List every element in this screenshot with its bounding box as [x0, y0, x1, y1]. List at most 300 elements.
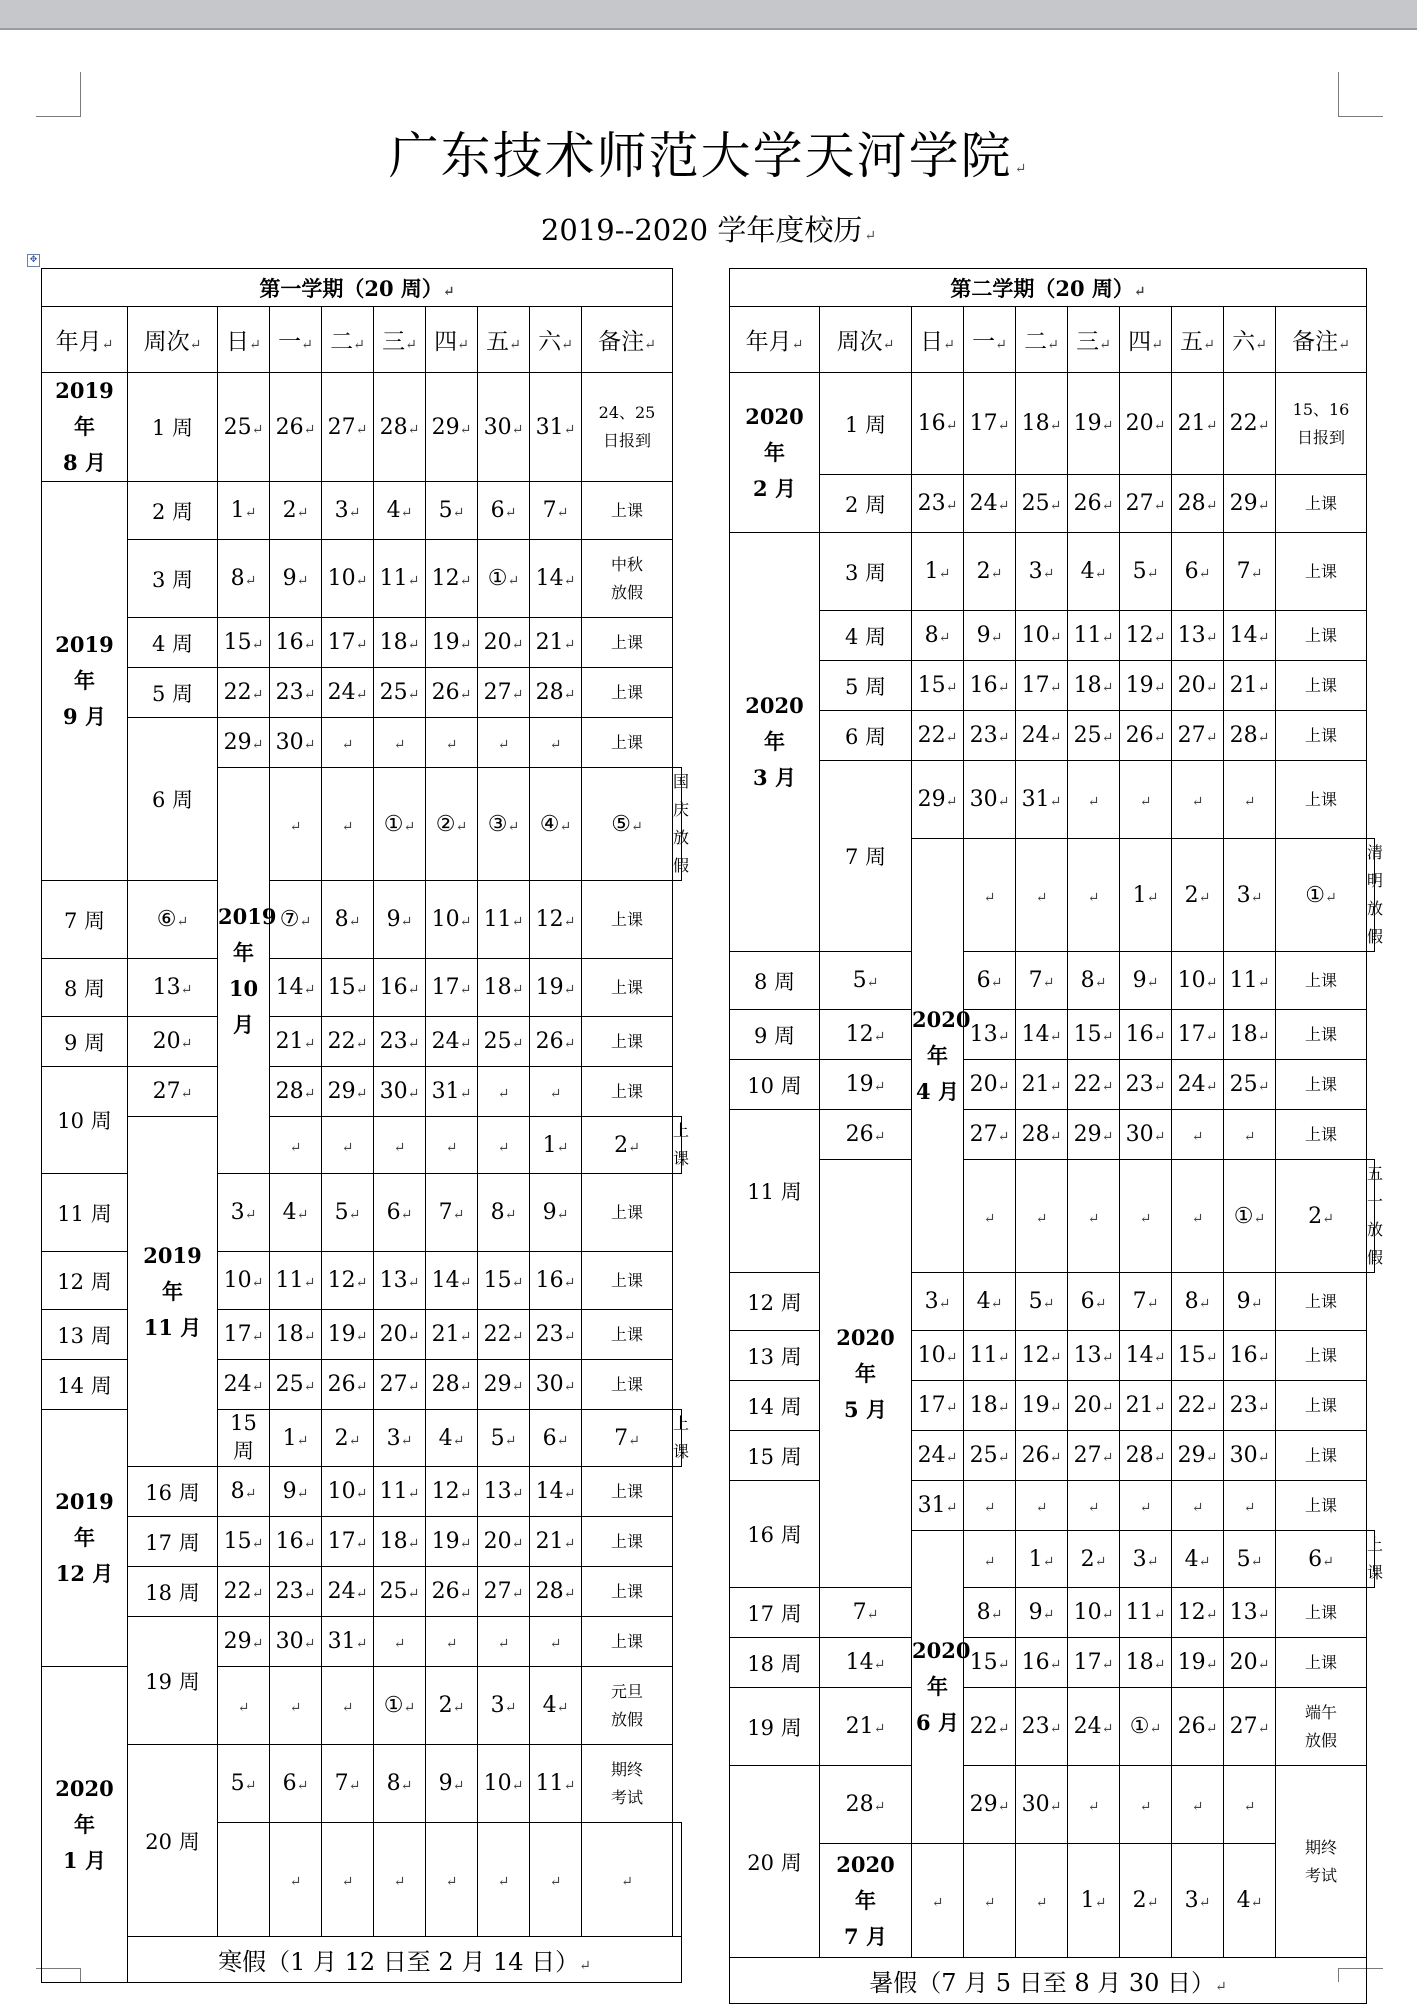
- day-cell: [1172, 1381, 1224, 1431]
- cell-mark-icon: ↵: [289, 1139, 302, 1156]
- cell-mark-icon: ↵: [1255, 337, 1267, 353]
- week-cell: [730, 1331, 820, 1381]
- day-cell: [270, 881, 322, 959]
- day-number: 5: [438, 498, 453, 523]
- day-cell: [1172, 1431, 1224, 1481]
- calendar-row: [730, 952, 1375, 1010]
- day-number: 4: [1080, 559, 1095, 584]
- cell-mark-icon: ↵: [563, 573, 576, 589]
- day-cell: [270, 482, 322, 540]
- note-cell: [582, 668, 673, 718]
- footer-row: [730, 1958, 1375, 2004]
- day-number: 5: [490, 1425, 505, 1451]
- day-cell: [218, 1360, 270, 1410]
- cell-mark-icon: ↵: [1338, 337, 1350, 353]
- paragraph-mark-icon: ↵: [864, 228, 877, 244]
- day-cell: [820, 1588, 912, 1638]
- cell-mark-icon: ↵: [563, 421, 576, 438]
- column-header-text: 五: [1180, 329, 1204, 355]
- note-cell: [582, 1067, 673, 1117]
- note-line: 上课: [1305, 1074, 1338, 1094]
- cell-mark-icon: ↵: [1139, 1799, 1152, 1815]
- day-cell: [1016, 1481, 1068, 1531]
- cell-mark-icon: ↵: [407, 1275, 420, 1291]
- day-number: 12: [1125, 623, 1154, 648]
- cell-mark-icon: ↵: [341, 1700, 354, 1716]
- day-number: 18: [379, 630, 408, 655]
- column-header: [478, 307, 530, 373]
- note-line: 上课: [1305, 493, 1338, 513]
- day-number: 4: [542, 1693, 557, 1718]
- day-number: 20: [483, 630, 512, 655]
- day-number: 19: [535, 975, 564, 1000]
- note-line: 考试: [1305, 1865, 1338, 1885]
- cell-mark-icon: ↵: [1322, 1210, 1334, 1227]
- column-header: [1068, 307, 1120, 373]
- cell-mark-icon: ↵: [1035, 1210, 1048, 1227]
- day-number: 3: [386, 1425, 401, 1451]
- day-cell: [1068, 1331, 1120, 1381]
- day-number: 6: [542, 1425, 557, 1451]
- day-cell: [478, 1117, 530, 1174]
- day-cell: [218, 718, 270, 768]
- day-cell: [964, 1531, 1016, 1588]
- day-cell: [1068, 1273, 1120, 1331]
- table-move-handle-icon[interactable]: ✥: [27, 254, 40, 267]
- cell-mark-icon: ↵: [1049, 630, 1062, 646]
- day-cell: [582, 1823, 673, 1937]
- note-line: 上课: [1305, 725, 1338, 745]
- cell-mark-icon: ↵: [459, 1486, 472, 1502]
- day-cell: [1068, 1844, 1120, 1958]
- day-number: 24: [1073, 1714, 1102, 1739]
- day-number: 4: [1184, 1546, 1199, 1572]
- cell-mark-icon: ↵: [176, 914, 189, 930]
- month-line: 2 月: [753, 475, 796, 501]
- cell-mark-icon: ↵: [289, 1874, 302, 1890]
- cell-mark-icon: ↵: [990, 1607, 1003, 1623]
- cell-mark-icon: ↵: [1205, 1079, 1218, 1095]
- week-cell: [42, 1360, 128, 1410]
- day-number: 4: [386, 498, 401, 523]
- cell-mark-icon: ↵: [1153, 1079, 1166, 1095]
- cell-mark-icon: ↵: [983, 1553, 996, 1570]
- cell-mark-icon: ↵: [459, 421, 472, 438]
- day-cell: [1016, 1844, 1068, 1958]
- day-cell: [1172, 1588, 1224, 1638]
- day-number: 29: [1073, 1122, 1102, 1147]
- cell-mark-icon: ↵: [1205, 1607, 1218, 1623]
- day-cell: [426, 373, 478, 482]
- day-cell: [1172, 1844, 1224, 1958]
- cell-mark-icon: ↵: [407, 1036, 420, 1052]
- day-cell: [374, 1174, 426, 1252]
- week-cell: [128, 1467, 218, 1517]
- day-number: 9: [542, 1200, 557, 1225]
- day-cell: [218, 1745, 270, 1823]
- column-header: [912, 307, 964, 373]
- day-cell: [322, 881, 374, 959]
- note-cell: [1276, 1331, 1367, 1381]
- day-number: 22: [1073, 1072, 1102, 1097]
- cell-mark-icon: ↵: [997, 1450, 1010, 1466]
- day-cell: [530, 1467, 582, 1517]
- cell-mark-icon: ↵: [452, 1700, 465, 1716]
- cell-mark-icon: ↵: [1133, 283, 1146, 300]
- day-cell: [322, 618, 374, 668]
- cell-mark-icon: ↵: [1325, 889, 1337, 906]
- day-number: 25: [969, 1443, 998, 1468]
- cell-mark-icon: ↵: [997, 1350, 1010, 1366]
- note-line: 日报到: [603, 431, 652, 450]
- cell-mark-icon: ↵: [445, 1636, 458, 1652]
- note-cell: [582, 881, 673, 959]
- day-number: 27: [379, 1372, 408, 1397]
- week-label: 12 周: [747, 1290, 802, 1315]
- day-cell: [478, 1467, 530, 1517]
- cell-mark-icon: ↵: [563, 1329, 576, 1345]
- cell-mark-icon: ↵: [407, 687, 420, 703]
- calendar-row: [730, 1688, 1375, 1766]
- day-cell: [582, 1410, 673, 1467]
- day-cell: [530, 1617, 582, 1667]
- day-cell: [322, 1823, 374, 1937]
- month-line: 4 月: [916, 1078, 959, 1104]
- day-number: 14: [1125, 1343, 1154, 1368]
- day-number: 4: [282, 1200, 297, 1225]
- day-cell: [322, 768, 374, 881]
- day-number: 10: [327, 566, 356, 591]
- cell-mark-icon: ↵: [1049, 1721, 1062, 1737]
- day-number: 2: [1308, 1203, 1323, 1229]
- day-number: 3: [1028, 559, 1043, 584]
- day-number: 20: [1073, 1393, 1102, 1418]
- week-label: 9 周: [63, 1030, 106, 1055]
- cell-mark-icon: ↵: [504, 1700, 517, 1716]
- note-line: 期终: [1305, 1837, 1338, 1857]
- cell-mark-icon: ↵: [1049, 794, 1062, 810]
- cell-mark-icon: ↵: [1049, 418, 1062, 434]
- week-label: 17 周: [145, 1530, 200, 1555]
- week-label: 11 周: [57, 1201, 112, 1226]
- day-cell: [478, 768, 530, 881]
- week-label: 19 周: [747, 1715, 802, 1740]
- day-cell: [322, 1517, 374, 1567]
- note-cell: [582, 1567, 673, 1617]
- day-cell: [218, 1567, 270, 1617]
- day-number: 8: [924, 623, 939, 648]
- month-cell: [128, 1117, 218, 1467]
- day-number: 27: [1229, 1714, 1258, 1739]
- day-cell: [1172, 1638, 1224, 1688]
- cell-mark-icon: ↵: [504, 1207, 517, 1223]
- day-cell: [218, 1667, 270, 1745]
- cell-mark-icon: ↵: [251, 1329, 264, 1345]
- vacation-footer-text: 暑假（7 月 5 日至 8 月 30 日）: [869, 1969, 1216, 1997]
- day-number: 17: [223, 1322, 252, 1347]
- day-number: 22: [1229, 411, 1258, 436]
- day-cell: [1172, 761, 1224, 839]
- day-number: 13: [152, 975, 181, 1000]
- day-number: 26: [1125, 723, 1154, 748]
- cell-mark-icon: ↵: [1153, 418, 1166, 434]
- day-number: 16: [275, 630, 304, 655]
- note-line: 上课: [611, 909, 644, 929]
- week-cell: [730, 1431, 820, 1481]
- day-cell: [530, 618, 582, 668]
- day-number: 8: [230, 566, 245, 591]
- day-number: 1: [230, 498, 245, 523]
- cell-mark-icon: ↵: [1191, 1500, 1204, 1516]
- cell-mark-icon: ↵: [1146, 1296, 1159, 1312]
- cell-mark-icon: ↵: [1035, 1895, 1048, 1911]
- cell-mark-icon: ↵: [1198, 889, 1211, 906]
- day-cell: [270, 718, 322, 768]
- day-cell: [530, 373, 582, 482]
- cell-mark-icon: ↵: [407, 1586, 420, 1602]
- day-number: 29: [969, 1792, 998, 1817]
- day-number: 25: [379, 1579, 408, 1604]
- cell-mark-icon: ↵: [1257, 418, 1270, 434]
- day-number: 22: [223, 1579, 252, 1604]
- day-cell: [322, 1252, 374, 1310]
- day-cell: [530, 668, 582, 718]
- day-number: 27: [1177, 723, 1206, 748]
- day-cell: [1172, 1766, 1224, 1844]
- cell-mark-icon: ↵: [563, 687, 576, 703]
- day-number: 6: [386, 1200, 401, 1225]
- day-number: 21: [431, 1322, 460, 1347]
- cell-mark-icon: ↵: [1101, 418, 1114, 434]
- cell-mark-icon: ↵: [1257, 975, 1270, 991]
- day-cell: [374, 718, 426, 768]
- column-header: [964, 307, 1016, 373]
- day-cell: [530, 1517, 582, 1567]
- week-label: 18 周: [145, 1580, 200, 1605]
- day-number: 27: [483, 680, 512, 705]
- day-number: 15: [223, 1529, 252, 1554]
- cell-mark-icon: ↵: [983, 1500, 996, 1516]
- day-cell: [964, 1160, 1016, 1273]
- cell-mark-icon: ↵: [990, 566, 1003, 582]
- day-number: 10: [327, 1479, 356, 1504]
- day-number: 11: [379, 1479, 408, 1504]
- day-number: 15: [327, 975, 356, 1000]
- day-number: 11: [379, 566, 408, 591]
- day-cell: [218, 540, 270, 618]
- day-number: 28: [431, 1372, 460, 1397]
- day-cell: [1068, 661, 1120, 711]
- day-number: 16: [917, 411, 946, 436]
- day-cell: [1016, 952, 1068, 1010]
- day-cell: [374, 1467, 426, 1517]
- day-cell: [964, 711, 1016, 761]
- cell-mark-icon: ↵: [1146, 975, 1159, 991]
- cell-mark-icon: ↵: [251, 637, 264, 653]
- day-number: 18: [379, 1529, 408, 1554]
- paragraph-mark-icon: ↵: [1014, 161, 1029, 177]
- day-cell: [530, 1410, 582, 1467]
- day-number: 22: [483, 1322, 512, 1347]
- note-cell: [673, 1117, 690, 1174]
- cell-mark-icon: ↵: [511, 1329, 524, 1345]
- day-number: 5: [1132, 559, 1147, 584]
- day-number: 19: [1021, 1393, 1050, 1418]
- day-cell: [1224, 1273, 1276, 1331]
- day-number: 5: [230, 1771, 245, 1796]
- day-cell: [820, 1638, 912, 1688]
- cell-mark-icon: ↵: [549, 737, 562, 753]
- day-number: 27: [1125, 491, 1154, 516]
- week-label: 18 周: [747, 1651, 802, 1676]
- cell-mark-icon: ↵: [1243, 1129, 1256, 1145]
- column-header-text: 周次: [836, 329, 883, 355]
- week-label: 1 周: [151, 416, 194, 440]
- day-cell: [374, 482, 426, 540]
- cell-mark-icon: ↵: [403, 818, 416, 835]
- cell-mark-icon: ↵: [873, 1029, 886, 1045]
- note-cell: [1276, 611, 1367, 661]
- note-cell: [582, 1310, 673, 1360]
- day-number: 19: [845, 1072, 874, 1097]
- day-cell: [1016, 1431, 1068, 1481]
- day-number: 23: [1229, 1393, 1258, 1418]
- cell-mark-icon: ↵: [459, 1275, 472, 1291]
- day-cell: [964, 1844, 1016, 1958]
- cell-mark-icon: ↵: [1049, 1350, 1062, 1366]
- day-number: 7: [1028, 968, 1043, 993]
- cell-mark-icon: ↵: [990, 1296, 1003, 1312]
- day-cell: [1068, 1381, 1120, 1431]
- cell-mark-icon: ↵: [455, 818, 468, 835]
- day-cell: [1224, 1481, 1276, 1531]
- day-cell: [1224, 1688, 1276, 1766]
- cell-mark-icon: ↵: [997, 1657, 1010, 1673]
- column-header: [270, 307, 322, 373]
- cell-mark-icon: ↵: [556, 1700, 569, 1716]
- day-number: 8: [334, 907, 349, 932]
- day-cell: [1068, 373, 1120, 475]
- day-number: 8: [386, 1771, 401, 1796]
- cell-mark-icon: ↵: [303, 1275, 316, 1291]
- day-cell: [1016, 1531, 1068, 1588]
- note-line: 上课: [611, 1031, 644, 1051]
- week-cell: [128, 482, 218, 540]
- cell-mark-icon: ↵: [511, 637, 524, 653]
- day-cell: [374, 1252, 426, 1310]
- cell-mark-icon: ↵: [400, 1778, 413, 1794]
- day-number: 28: [1125, 1443, 1154, 1468]
- cell-mark-icon: ↵: [303, 1086, 316, 1102]
- cell-mark-icon: ↵: [563, 1486, 576, 1502]
- cell-mark-icon: ↵: [873, 1657, 886, 1673]
- day-cell: [322, 718, 374, 768]
- note-line: 上课: [611, 1481, 644, 1501]
- cell-mark-icon: ↵: [355, 1086, 368, 1102]
- day-cell: [964, 1688, 1016, 1766]
- note-line: 国庆: [673, 772, 690, 819]
- day-cell: [1172, 533, 1224, 611]
- cell-mark-icon: ↵: [407, 1329, 420, 1345]
- cell-mark-icon: ↵: [997, 1721, 1010, 1737]
- cell-mark-icon: ↵: [873, 1079, 886, 1095]
- note-cell: [1276, 1638, 1367, 1688]
- day-cell: [964, 373, 1016, 475]
- month-cell: [218, 768, 277, 1174]
- day-cell: [1224, 533, 1276, 611]
- cell-mark-icon: ↵: [945, 418, 958, 434]
- week-label: 4 周: [844, 624, 887, 649]
- day-number: 8: [1184, 1289, 1199, 1314]
- cell-mark-icon: ↵: [556, 1207, 569, 1223]
- day-cell: [1172, 661, 1224, 711]
- cell-mark-icon: ↵: [353, 337, 365, 353]
- month-line: 6 月: [916, 1710, 959, 1735]
- day-cell: [270, 959, 322, 1017]
- day-cell: [964, 952, 1016, 1010]
- note-line: 上课: [611, 1202, 644, 1222]
- day-cell: [912, 1381, 964, 1431]
- day-number: ⑤: [611, 811, 632, 837]
- cell-mark-icon: ↵: [997, 1079, 1010, 1095]
- cell-mark-icon: ↵: [511, 1036, 524, 1052]
- week-cell-empty: [218, 1823, 270, 1937]
- day-number: 27: [483, 1579, 512, 1604]
- day-cell: [1120, 711, 1172, 761]
- cell-mark-icon: ↵: [341, 1139, 354, 1156]
- cell-mark-icon: ↵: [355, 1379, 368, 1395]
- column-header: [1276, 307, 1367, 373]
- cell-mark-icon: ↵: [1257, 680, 1270, 696]
- calendar-row: [730, 761, 1375, 839]
- cell-mark-icon: ↵: [507, 573, 520, 589]
- day-cell: [1068, 1688, 1120, 1766]
- week-label: 9 周: [753, 1023, 796, 1048]
- day-number: 27: [969, 1122, 998, 1147]
- note-line: 上课: [611, 1374, 644, 1394]
- day-cell: [322, 1017, 374, 1067]
- day-cell: [820, 1060, 912, 1110]
- cell-mark-icon: ↵: [931, 1895, 944, 1911]
- day-cell: [218, 1252, 270, 1310]
- day-number: 23: [1125, 1072, 1154, 1097]
- cell-mark-icon: ↵: [983, 1895, 996, 1911]
- day-number: 10: [483, 1771, 512, 1796]
- note-line: 放假: [1305, 1730, 1338, 1750]
- day-cell: [1120, 1431, 1172, 1481]
- cell-mark-icon: ↵: [393, 1636, 406, 1652]
- day-cell: [530, 482, 582, 540]
- day-cell: [1068, 1481, 1120, 1531]
- cell-mark-icon: ↵: [296, 505, 309, 521]
- month-line: 2019: [55, 378, 114, 403]
- cell-mark-icon: ↵: [997, 498, 1010, 514]
- day-number: 8: [1080, 968, 1095, 993]
- cell-mark-icon: ↵: [1094, 1296, 1107, 1312]
- week-cell: [820, 761, 912, 952]
- day-cell: [964, 1638, 1016, 1688]
- day-cell: [374, 1823, 426, 1937]
- day-cell: [1016, 1588, 1068, 1638]
- day-cell: [1068, 761, 1120, 839]
- day-number: 28: [1229, 723, 1258, 748]
- cell-mark-icon: ↵: [945, 498, 958, 514]
- day-number: 2: [282, 498, 297, 523]
- cell-mark-icon: ↵: [621, 1874, 633, 1890]
- day-number: 24: [1021, 723, 1050, 748]
- day-number: 9: [1028, 1600, 1043, 1625]
- cell-mark-icon: ↵: [303, 737, 316, 753]
